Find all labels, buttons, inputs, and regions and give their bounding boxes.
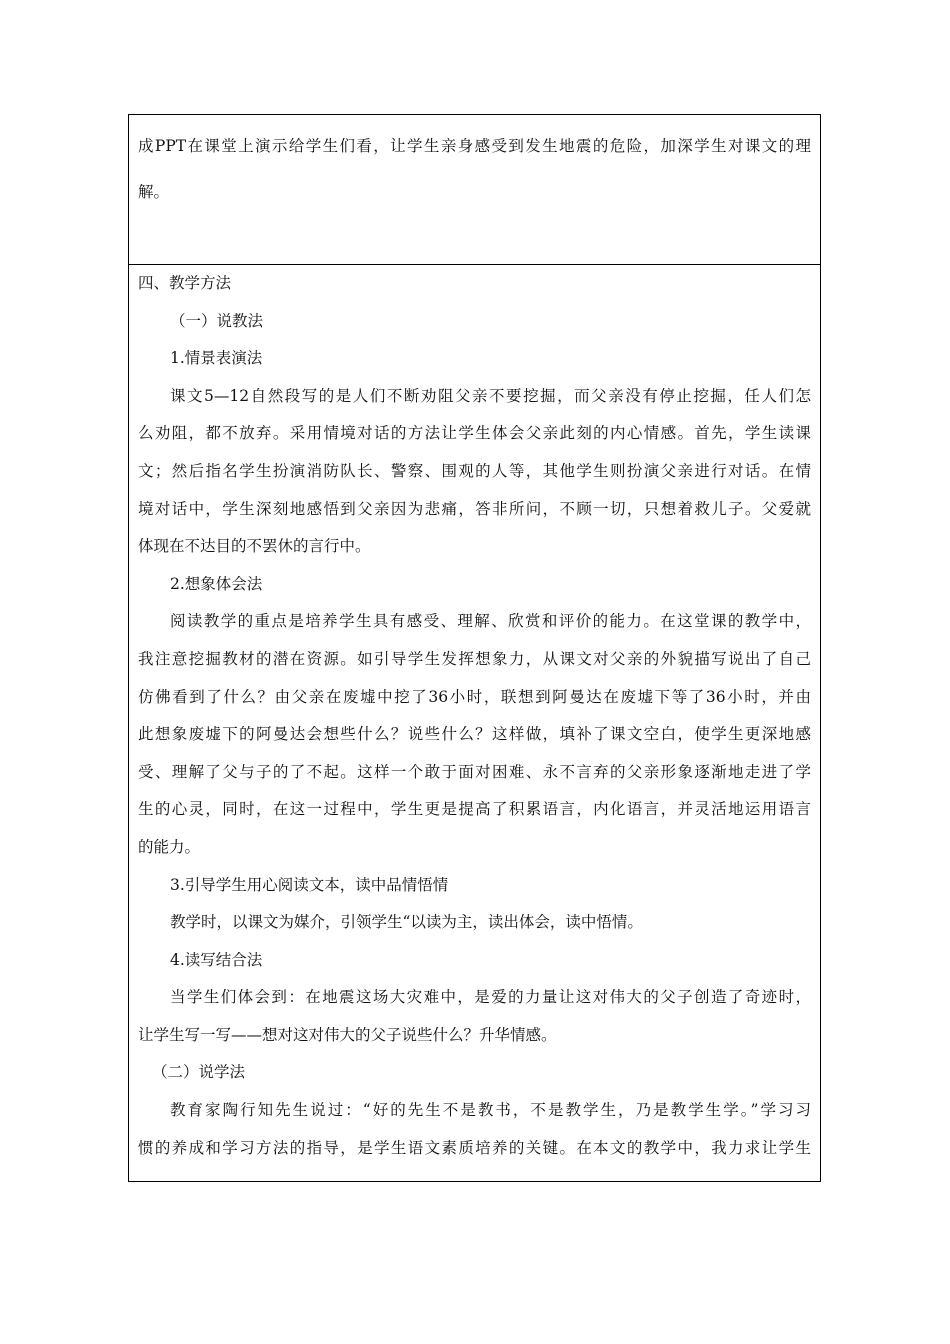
paragraph-line: 课文5—12自然段写的是人们不断劝阻父亲不要挖掘，而父亲没有停止挖掘，任人们怎 — [170, 386, 811, 405]
paragraph-line: 阅读教学的重点是培养学生具有感受、理解、欣赏和评价的能力。在这堂课的教学中， — [170, 612, 811, 631]
text-line: 解。 — [138, 183, 170, 201]
paragraph-line: 教学时，以课文为媒介，引领学生“以读为主，读出体会，读中悟情。 — [170, 913, 643, 932]
paragraph-line: 境对话中，学生深刻地感悟到父亲因为悲痛，答非所问，不顾一切，只想着救儿子。父爱就 — [138, 499, 811, 518]
paragraph-line: 当学生们体会到：在地震这场大灾难中，是爱的力量让这对伟大的父子创造了奇迹时， — [170, 988, 811, 1007]
subsection-heading: （二）说学法 — [152, 1063, 246, 1082]
paragraph-line: 让学生写一写——想对这对伟大的父子说些什么？升华情感。 — [138, 1025, 557, 1044]
table-cell-teaching-methods — [129, 265, 820, 1181]
paragraph-line: 惯的养成和学习方法的指导，是学生语文素质培养的关键。在本文的教学中，我力求让学生 — [138, 1138, 811, 1157]
paragraph-line: 仿佛看到了什么？由父亲在废墟中挖了36小时，联想到阿曼达在废墟下等了36小时，并由 — [138, 687, 811, 706]
section-heading: 四、教学方法 — [138, 274, 232, 292]
paragraph-line: 么劝阻，都不放弃。采用情境对话的方法让学生体会父亲此刻的内心情感。首先，学生读课 — [138, 424, 811, 443]
lesson-plan-table — [128, 114, 821, 1182]
item-title: 1.情景表演法 — [170, 349, 263, 368]
subsection-heading: （一）说教法 — [170, 311, 264, 330]
paragraph-line: 文；然后指名学生扮演消防队长、警察、围观的人等，其他学生则扮演父亲进行对话。在情 — [138, 461, 811, 480]
item-title: 3.引导学生用心阅读文本，读中品情悟情 — [170, 875, 449, 894]
table-cell-top — [129, 115, 820, 265]
paragraph-line: 的能力。 — [138, 837, 201, 856]
item-title: 2.想象体会法 — [170, 574, 263, 593]
item-title: 4.读写结合法 — [170, 950, 263, 969]
paragraph-line: 我注意挖掘教材的潜在资源。如引导学生发挥想象力，从课文对父亲的外貌描写说出了自己 — [138, 649, 811, 668]
text-line: 成PPT在课堂上演示给学生们看，让学生亲身感受到发生地震的危险，加深学生对课文的理 — [138, 137, 811, 155]
paragraph-line: 生的心灵，同时，在这一过程中，学生更是提高了积累语言，内化语言，并灵活地运用语言 — [138, 800, 811, 819]
paragraph-line: 此想象废墟下的阿曼达会想些什么？说些什么？这样做，填补了课文空白，使学生更深地感 — [138, 725, 811, 744]
paragraph-line: 教育家陶行知先生说过：“好的先生不是教书，不是教学生，乃是教学生学。”学习习 — [170, 1101, 811, 1120]
paragraph-line: 体现在不达目的不罢休的言行中。 — [138, 537, 371, 556]
paragraph-line: 受、理解了父与子的了不起。这样一个敢于面对困难、永不言弃的父亲形象逐渐地走进了学 — [138, 762, 811, 781]
